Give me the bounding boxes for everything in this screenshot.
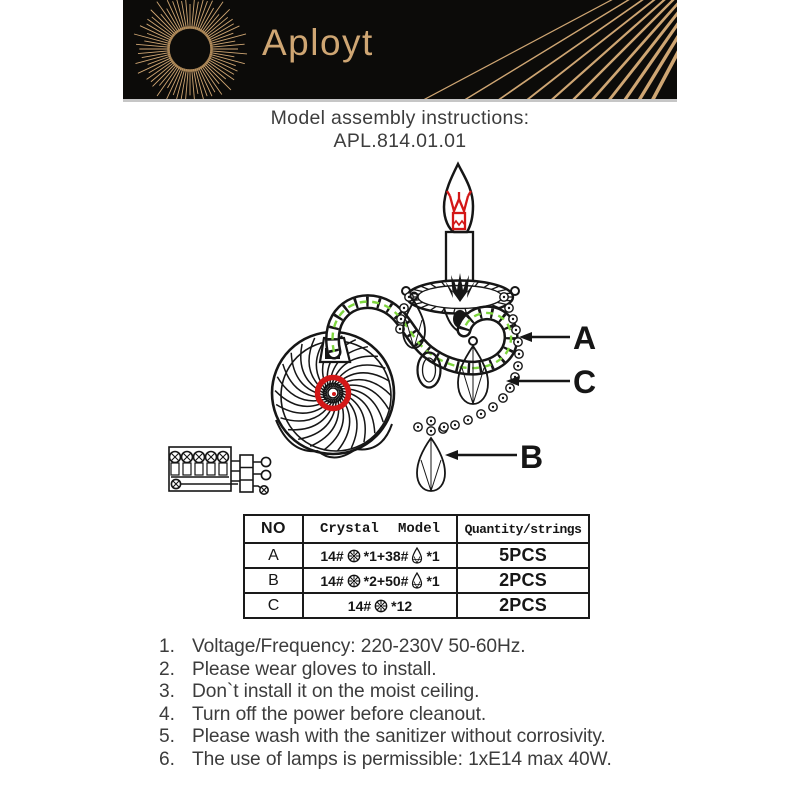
table-row: A 14# *1+38# *1 5PCS [244,543,589,568]
table-header-row [244,515,589,543]
crystal-teardrop-icon [411,547,423,564]
crystal-spec: 14# *1+38# *1 [320,547,440,564]
label-b: B [520,439,544,475]
list-item: 6. The use of lamps is permissible: 1xE14 max 40W. [159,748,612,770]
crystal-spec: 14# *12 [347,597,413,614]
table-row: B 14# *2+50# *1 2PCS [244,568,589,593]
quantity-value: 2PCS [457,593,589,618]
crystal-bead-icon [347,574,361,588]
corner-rays-icon [372,0,677,99]
starburst-logo-icon [134,0,247,99]
instruction-list [159,636,679,772]
crystal-spec: 14# *2+50# *1 [320,572,440,589]
list-item: 1. Voltage/Frequency: 220-230V 50-60Hz. [159,636,526,657]
wiring-diagram [169,447,271,494]
brand-banner [123,0,677,102]
col-header-no: NO [261,520,286,537]
brand-logo-text: Aployt [262,22,374,63]
quantity-value: 2PCS [457,568,589,593]
crystal-bead-icon [347,549,361,563]
model-number: APL.814.01.01 [333,130,467,152]
crystal-bead-icon [374,599,388,613]
banner-decoration [123,0,677,99]
list-item: 3. Don`t install it on the moist ceiling. [159,681,480,703]
label-c: C [573,364,597,400]
col-header-quantity: Quantity/strings [464,522,582,537]
ground-symbol-icon [260,486,268,494]
page-title: Model assembly instructions: [270,107,530,129]
list-item: 2. Please wear gloves to install. [159,658,437,680]
list-item: 5. Please wash with the sanitizer without corrosivity. [159,726,606,748]
list-item: 4. Turn off the power before cleanout. [159,703,487,725]
quantity-value: 5PCS [457,543,589,568]
table-row: C 14# *12 2PCS [244,593,589,618]
candle-bulb [444,164,473,294]
col-header-crystal: Crystal Model [320,521,440,537]
lamp-assembly-drawing [0,150,800,512]
crystal-parts-table [243,514,590,619]
label-a: A [573,320,597,356]
crystal-teardrop-icon [411,572,423,589]
arrow-b-icon [445,450,458,460]
